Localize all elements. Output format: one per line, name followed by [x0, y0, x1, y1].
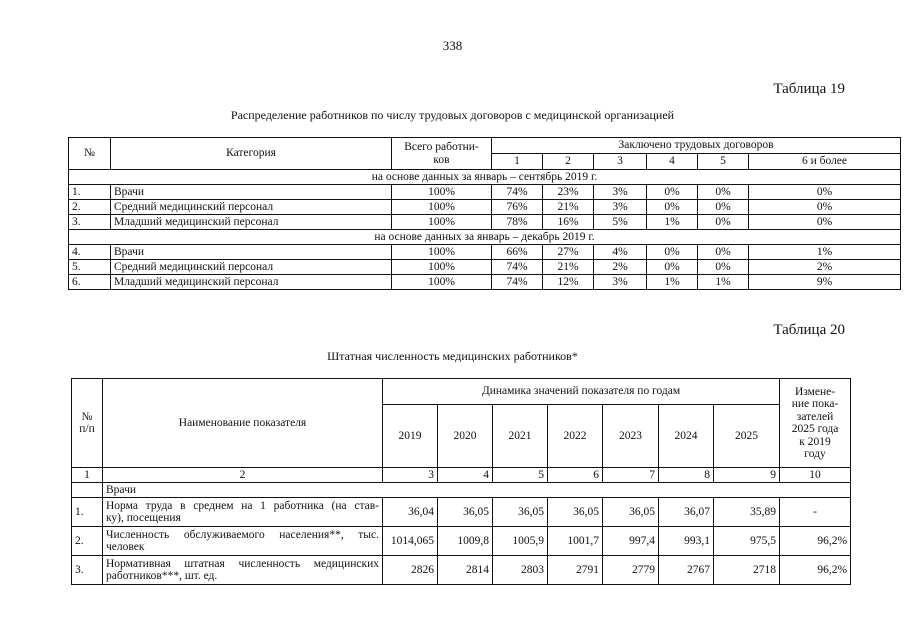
row-value: 2779: [603, 556, 659, 585]
row-category: Младший медицинский персонал: [111, 275, 392, 290]
row-indicator-line1: Нормативная штатная численность медицинских: [106, 557, 379, 570]
header-category: Категория: [111, 138, 392, 170]
column-number: 7: [603, 468, 659, 483]
row-value: 4%: [594, 245, 647, 260]
row-category: Врачи: [111, 185, 392, 200]
row-category: Врачи: [111, 245, 392, 260]
header-num-line2: п/п: [79, 423, 95, 435]
table-row: [72, 556, 851, 585]
row-value: 1001,7: [548, 527, 603, 556]
row-value: 36,05: [493, 498, 548, 527]
row-value: 0%: [647, 200, 698, 215]
header-dynamics: Динамика значений показателя по годам: [383, 379, 780, 405]
row-value: 2718: [714, 556, 780, 585]
header-col: 6 и более: [749, 154, 901, 170]
group-empty-cell: [72, 483, 103, 498]
section-title: на основе данных за январь – сентябрь 2019 г.: [69, 170, 901, 185]
header-change-line: Измене-: [794, 385, 836, 398]
header-change-line: ние пока-: [791, 398, 839, 410]
header-contracts: Заключено трудовых договоров: [492, 138, 901, 154]
header-change-line: году: [804, 448, 826, 460]
column-number: 3: [383, 468, 438, 483]
header-year: 2025: [714, 405, 780, 468]
row-value: 0%: [698, 185, 749, 200]
row-value: 76%: [492, 200, 543, 215]
header-change-line: зателей: [796, 410, 834, 423]
row-indicator-line1: Численность обслуживаемого населения**, тыс.: [106, 528, 379, 541]
table-row: [69, 200, 901, 215]
row-value: 74%: [492, 185, 543, 200]
table-row: [69, 185, 901, 200]
row-value: 1%: [749, 245, 901, 260]
row-total: 100%: [392, 260, 492, 275]
row-value: 0%: [749, 185, 901, 200]
row-indicator-line2: работников***, шт. ед.: [106, 570, 218, 582]
row-value: 36,04: [383, 498, 438, 527]
row-indicator-line2: человек: [106, 541, 145, 553]
header-col: 1: [492, 154, 543, 170]
row-value: 36,05: [438, 498, 493, 527]
row-num: 1.: [72, 498, 103, 527]
row-value: 3%: [594, 200, 647, 215]
row-change: -: [780, 498, 851, 527]
header-year: 2021: [493, 405, 548, 468]
table-20-header-row: [72, 379, 851, 405]
row-value: 9%: [749, 275, 901, 290]
row-value: 0%: [647, 260, 698, 275]
header-num-line1: №: [81, 410, 93, 423]
row-value: 16%: [543, 215, 594, 230]
row-value: 0%: [749, 215, 901, 230]
row-value: 35,89: [714, 498, 780, 527]
row-value: 2814: [438, 556, 493, 585]
row-num: 3.: [72, 556, 103, 585]
table-row: [69, 215, 901, 230]
row-category: Младший медицинский персонал: [111, 215, 392, 230]
row-indicator: [103, 527, 383, 556]
table-19-header-row: [69, 138, 901, 154]
row-total: 100%: [392, 275, 492, 290]
row-value: 36,07: [659, 498, 714, 527]
header-total: [392, 138, 492, 170]
row-value: 1%: [647, 215, 698, 230]
row-category: Средний медицинский персонал: [111, 200, 392, 215]
header-num: [72, 379, 103, 468]
page-number: 338: [442, 38, 463, 53]
row-total: 100%: [392, 215, 492, 230]
row-value: 0%: [698, 215, 749, 230]
row-value: 74%: [492, 275, 543, 290]
table-row: [69, 245, 901, 260]
column-number: 1: [72, 468, 103, 483]
row-num: 4.: [69, 245, 111, 260]
row-value: 1%: [647, 275, 698, 290]
header-year: 2022: [548, 405, 603, 468]
row-value: 1%: [698, 275, 749, 290]
row-value: 21%: [543, 200, 594, 215]
row-value: 2803: [493, 556, 548, 585]
header-col: 5: [698, 154, 749, 170]
row-num: 1.: [69, 185, 111, 200]
header-year: 2020: [438, 405, 493, 468]
column-number: 9: [714, 468, 780, 483]
row-num: 2.: [72, 527, 103, 556]
row-value: 997,4: [603, 527, 659, 556]
column-number: 5: [493, 468, 548, 483]
row-num: 6.: [69, 275, 111, 290]
row-value: 2791: [548, 556, 603, 585]
row-indicator: [103, 498, 383, 527]
row-num: 5.: [69, 260, 111, 275]
group-title: Врачи: [103, 483, 851, 498]
row-value: 0%: [647, 245, 698, 260]
header-col: 2: [543, 154, 594, 170]
header-change-line: к 2019: [799, 435, 831, 448]
table-20-title: Штатная численность медицинских работников*: [327, 349, 578, 363]
row-change: 96,2%: [780, 527, 851, 556]
table-19: [68, 137, 901, 290]
header-col: 3: [594, 154, 647, 170]
row-value: 27%: [543, 245, 594, 260]
row-value: 2826: [383, 556, 438, 585]
row-value: 36,05: [548, 498, 603, 527]
row-value: 1005,9: [493, 527, 548, 556]
row-value: 1009,8: [438, 527, 493, 556]
column-numbers-row: [72, 468, 851, 483]
table-row: [72, 498, 851, 527]
row-total: 100%: [392, 245, 492, 260]
table-row: [69, 260, 901, 275]
table-19-label: Таблица 19: [773, 81, 845, 97]
row-value: 36,05: [603, 498, 659, 527]
column-number: 4: [438, 468, 493, 483]
section-row: [69, 170, 901, 185]
row-value: 21%: [543, 260, 594, 275]
table-20-label: Таблица 20: [773, 322, 845, 338]
table-20: [71, 378, 851, 585]
header-col: 4: [647, 154, 698, 170]
header-indicator: Наименование показателя: [103, 379, 383, 468]
row-category: Средний медицинский персонал: [111, 260, 392, 275]
row-indicator: [103, 556, 383, 585]
row-num: 3.: [69, 215, 111, 230]
row-change: 96,2%: [780, 556, 851, 585]
section-row: [69, 230, 901, 245]
row-value: 0%: [749, 200, 901, 215]
table-row: [72, 527, 851, 556]
table-19-title: Распределение работников по числу трудовых договоров с медицинской организацией: [230, 108, 675, 122]
column-number: 10: [780, 468, 851, 483]
row-value: 0%: [698, 245, 749, 260]
header-year: 2023: [603, 405, 659, 468]
header-num: №: [69, 138, 111, 170]
row-value: 3%: [594, 275, 647, 290]
row-value: 1014,065: [383, 527, 438, 556]
row-value: 12%: [543, 275, 594, 290]
row-value: 975,5: [714, 527, 780, 556]
row-value: 78%: [492, 215, 543, 230]
row-num: 2.: [69, 200, 111, 215]
row-value: 3%: [594, 185, 647, 200]
row-value: 993,1: [659, 527, 714, 556]
row-value: 2%: [749, 260, 901, 275]
row-value: 66%: [492, 245, 543, 260]
column-number: 8: [659, 468, 714, 483]
row-value: 74%: [492, 260, 543, 275]
header-total-line1: Всего работни-: [404, 140, 479, 153]
header-year: 2024: [659, 405, 714, 468]
row-value: 23%: [543, 185, 594, 200]
row-total: 100%: [392, 185, 492, 200]
section-title: на основе данных за январь – декабрь 2019 г.: [69, 230, 901, 245]
header-year: 2019: [383, 405, 438, 468]
row-indicator-line1: Норма труда в среднем на 1 работника (на став-: [106, 499, 379, 512]
row-value: 2767: [659, 556, 714, 585]
table-row: [69, 275, 901, 290]
row-value: 2%: [594, 260, 647, 275]
header-change-line: 2025 года: [791, 423, 839, 435]
row-value: 0%: [698, 260, 749, 275]
header-change: [780, 379, 851, 468]
column-number: 2: [103, 468, 383, 483]
row-value: 5%: [594, 215, 647, 230]
column-number: 6: [548, 468, 603, 483]
header-total-line2: ков: [433, 153, 450, 166]
group-row: [72, 483, 851, 498]
row-value: 0%: [698, 200, 749, 215]
row-total: 100%: [392, 200, 492, 215]
row-indicator-line2: ку), посещения: [106, 512, 181, 524]
row-value: 0%: [647, 185, 698, 200]
